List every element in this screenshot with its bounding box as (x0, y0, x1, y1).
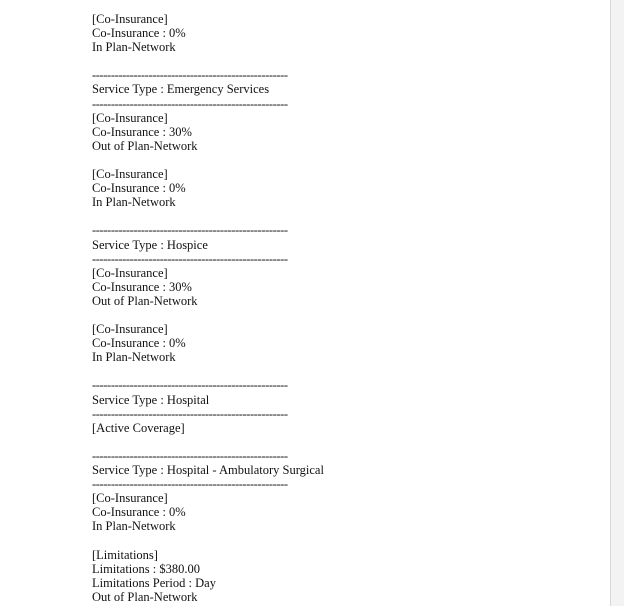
separator-line: ---------------------------------------------------- (92, 251, 288, 266)
blank-line (92, 54, 324, 68)
text-line: Co-Insurance : 0% (92, 336, 186, 351)
section-label: [Co-Insurance] (92, 265, 168, 280)
service-type-heading: Service Type : Hospice (92, 237, 208, 252)
text-line: Out of Plan-Network (92, 293, 198, 308)
blank-line (92, 435, 324, 449)
section-label: [Co-Insurance] (92, 12, 168, 26)
section-label: [Co-Insurance] (92, 491, 168, 506)
text-line: Limitations Period : Day (92, 575, 216, 590)
separator-line: ---------------------------------------------------- (92, 448, 288, 463)
section-label: [Limitations] (92, 547, 158, 562)
text-line: Limitations : $380.00 (92, 561, 200, 576)
section-label: [Co-Insurance] (92, 167, 168, 182)
text-line: In Plan-Network (92, 519, 176, 534)
section-label: [Co-Insurance] (92, 322, 168, 337)
blank-line (92, 209, 324, 223)
text-line: Co-Insurance : 30% (92, 124, 192, 139)
text-line: Out of Plan-Network (92, 589, 198, 604)
separator-line: ---------------------------------------------------- (92, 223, 288, 238)
scrollbar[interactable] (611, 0, 624, 606)
separator-line: ---------------------------------------------------- (92, 68, 288, 83)
blank-line (92, 153, 324, 167)
text-line: Co-Insurance : 30% (92, 279, 192, 294)
separator-line: ---------------------------------------------------- (92, 477, 288, 492)
blank-line (92, 364, 324, 378)
section-label: [Co-Insurance] (92, 110, 168, 125)
service-type-heading: Service Type : Emergency Services (92, 82, 270, 97)
text-line: In Plan-Network (92, 195, 176, 210)
text-line: Co-Insurance : 0% (92, 181, 186, 196)
separator-line: ---------------------------------------------------- (92, 96, 288, 111)
text-line: Out of Plan-Network (92, 138, 198, 153)
text-line: In Plan-Network (92, 350, 176, 365)
separator-line: ---------------------------------------------------- (92, 406, 288, 421)
service-type-heading: Service Type : Hospital (92, 392, 210, 407)
section-label: [Active Coverage] (92, 420, 185, 435)
text-line: Co-Insurance : 0% (92, 505, 186, 520)
document-body (92, 12, 324, 604)
text-line: In Plan-Network (92, 40, 176, 55)
separator-line: ---------------------------------------------------- (92, 378, 288, 393)
service-type-heading: Service Type : Hospital - Ambulatory Surgical (92, 463, 324, 477)
blank-line (92, 533, 324, 547)
blank-line (92, 308, 324, 322)
text-line: Co-Insurance : 0% (92, 26, 186, 41)
